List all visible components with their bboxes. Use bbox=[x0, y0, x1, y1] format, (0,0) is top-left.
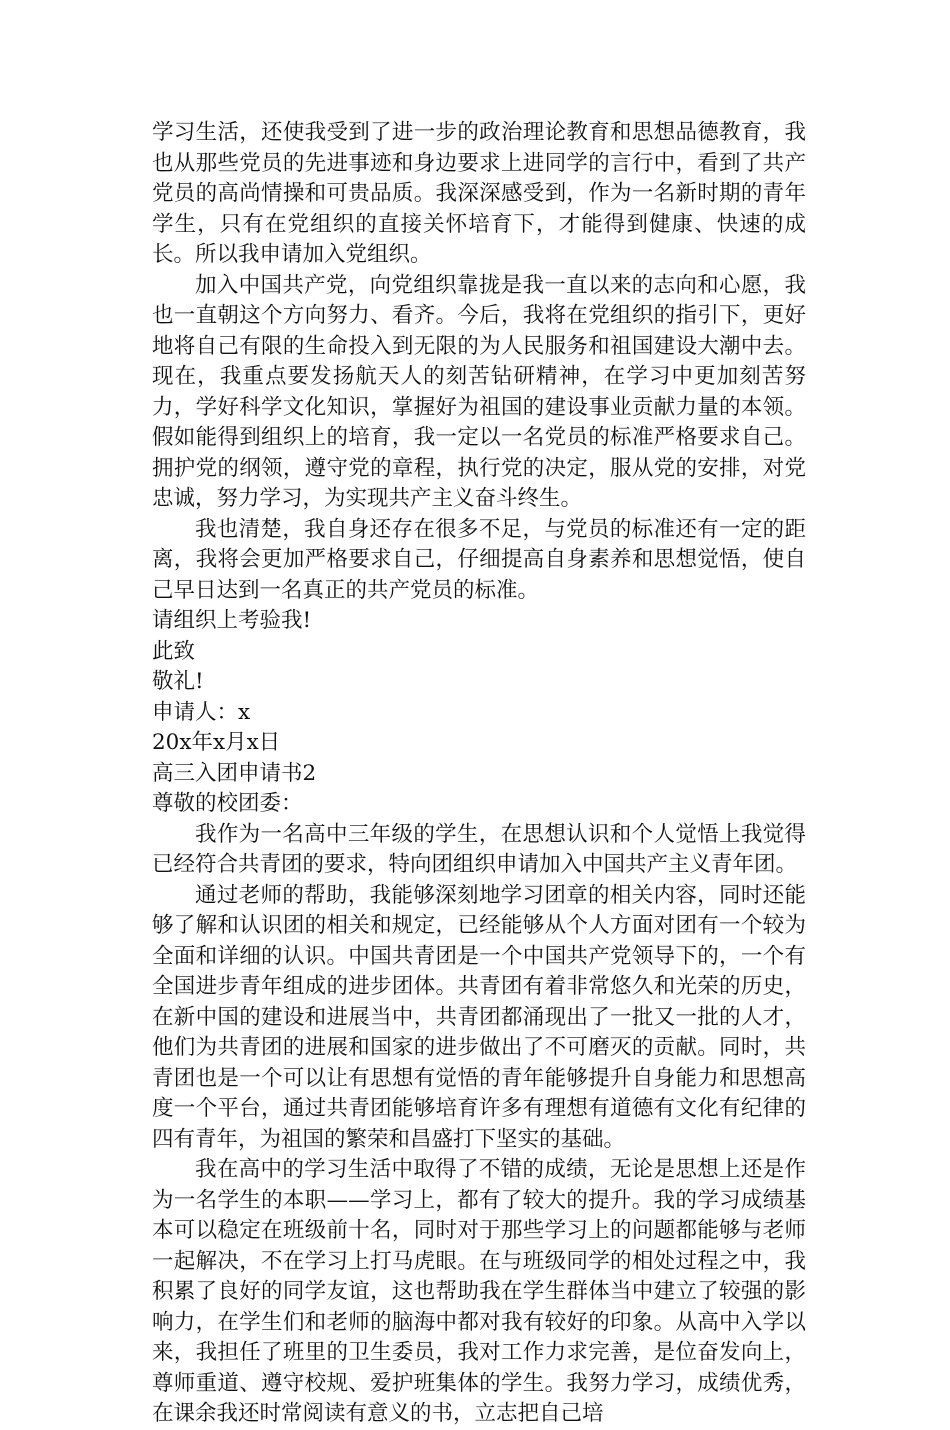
document-body bbox=[152, 118, 806, 1430]
paragraph-school-performance: 我在高中的学习生活中取得了不错的成绩，无论是思想上还是作为一名学生的本职——学习上，都有了较大的提升。我的学习成绩基本可以稳定在班级前十名，同时对于那些学习上的问题都能够与老师一起解决，不在学习上打马虎眼。在与班级同学的相处过程之中，我积累了良好的同学友谊，这也帮助我在学生群体当中建立了较强的影响力，在学生们和老师的脑海中都对我有较好的印象。从高中入学以来，我担任了班里的卫生委员，我对工作力求完善，是位奋发向上，尊师重道、遵守校规、爱护班集体的学生。我努力学习，成绩优秀，在课余我还时常阅读有意义的书，立志把自己培 bbox=[152, 1157, 806, 1426]
paragraph-party-study: 学习生活，还使我受到了进一步的政治理论教育和思想品德教育，我也从那些党员的先进事迹和身边要求上进同学的言行中，看到了共产党员的高尚情操和可贵品质。我深深感受到，作为一名新时期的青年学生，只有在党组织的直接关怀培育下，才能得到健康、快速的成长。所以我申请加入党组织。 bbox=[152, 120, 806, 267]
salutation-cizhi: 此致 bbox=[152, 638, 196, 664]
paragraph-intro-league: 我作为一名高中三年级的学生，在思想认识和个人觉悟上我觉得已经符合共青团的要求，特向团组织申请加入中国共产主义青年团。 bbox=[152, 821, 806, 877]
closing-request-line: 请组织上考验我! bbox=[152, 608, 312, 633]
paragraph-league-understanding: 通过老师的帮助，我能够深刻地学习团章的相关内容，同时还能够了解和认识团的相关和规定，已经能够从个人方面对团有一个较为全面和详细的认识。中国共青团是一个中国共产党领导下的，一个有全国进步青年组成的进步团体。共青团有着非常悠久和光荣的历史，在新中国的建设和进展当中，共青团都涌现出了一批又一批的人才，他们为共青团的进展和国家的进步做出了不可磨灭的贡献。同时，共青团也是一个可以让有思想有觉悟的青年能够提升自身能力和思想高度一个平台，通过共青团能够培育许多有理想有道德有文化有纪律的四有青年，为祖国的繁荣和昌盛打下坚实的基础。 bbox=[152, 882, 806, 1152]
salutation-jingli: 敬礼! bbox=[152, 669, 204, 694]
applicant-signature: 申请人：x bbox=[152, 699, 251, 725]
application-date: 20x年x月x日 bbox=[152, 730, 281, 755]
section-title-league-application-2: 高三入团申请书2 bbox=[152, 760, 317, 786]
paragraph-join-party-aspiration: 加入中国共产党，向党组织靠拢是我一直以来的志向和心愿，我也一直朝这个方向努力、看齐。今后，我将在党组织的指引下，更好地将自己有限的生命投入到无限的为人民服务和祖国建设大潮中去。现在，我重点要发扬航天人的刻苦钻研精神，在学习中更加刻苦努力，学好科学文化知识，掌握好为祖国的建设事业贡献力量的本领。假如能得到组织上的培育，我一定以一名党员的标准严格要求自己。拥护党的纲领，遵守党的章程，执行党的决定，服从党的安排，对党忠诚，努力学习，为实现共产主义奋斗终生。 bbox=[152, 272, 806, 511]
greeting-school-league-committee: 尊敬的校团委： bbox=[152, 791, 303, 816]
paragraph-self-improvement: 我也清楚，我自身还存在很多不足，与党员的标准还有一定的距离，我将会更加严格要求自己，仔细提高自身素养和思想觉悟，使自己早日达到一名真正的共产党员的标准。 bbox=[152, 516, 806, 603]
